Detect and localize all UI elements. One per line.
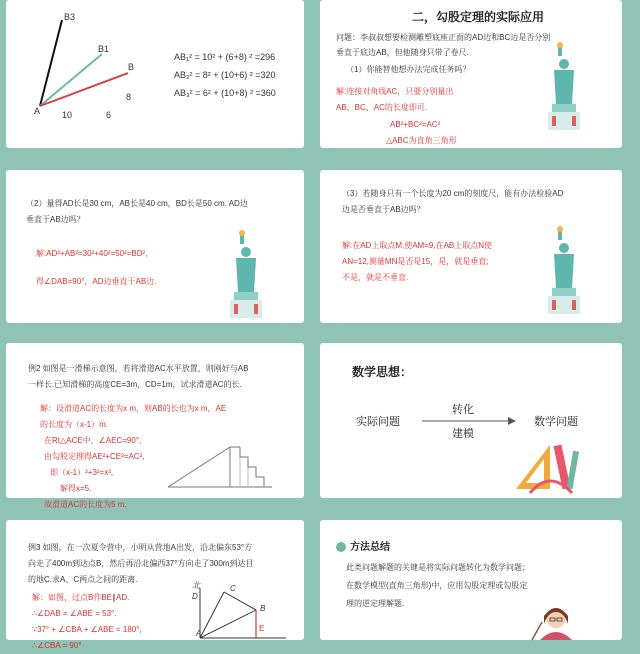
point-b: B bbox=[128, 62, 135, 72]
label-6: 6 bbox=[106, 110, 112, 120]
slide-example-3 bbox=[6, 520, 304, 650]
solution-line: ∴∠DAB = ∠ABE = 53°. bbox=[32, 609, 117, 618]
solution-line3: 不是，就是不垂直. bbox=[342, 273, 409, 282]
equation: AB²+BC²=AC² bbox=[390, 120, 441, 129]
formula-ab1: AB₁² = 10² + (6+8) ² =296 bbox=[174, 52, 276, 62]
point-b1: B1 bbox=[98, 44, 110, 54]
teacher-icon bbox=[528, 604, 584, 640]
question-line3: 的地C.求A、C两点之间的距离. bbox=[28, 575, 138, 584]
question-line2: 垂直于AB边吗？ bbox=[26, 215, 85, 224]
label-10: 10 bbox=[62, 110, 73, 120]
statue-of-liberty-icon bbox=[542, 42, 582, 134]
problem-line2: 垂直于底边AB，但他随身只带了卷尺. bbox=[336, 48, 469, 57]
slide-question-2 bbox=[6, 170, 304, 323]
slide-method-summary bbox=[320, 520, 622, 640]
summary-line3: 理的逆定理解题. bbox=[346, 599, 405, 608]
conclusion: △ABC为直角三角形 bbox=[386, 136, 457, 145]
question-1: （1）你能替他想办法完成任务吗？ bbox=[346, 65, 471, 74]
solution-line: 解：如图，过点B作BE∥AD. bbox=[32, 593, 130, 602]
question-line1: （2）量得AD长是30 cm，AB长是40 cm，BD长是50 cm. AD边 bbox=[26, 199, 248, 208]
summary-title: 方法总结 bbox=[350, 542, 390, 553]
solution-line1: 解:在AD上取点M,使AM=9,在AB上取点N使 bbox=[342, 241, 493, 250]
model-label: 建模 bbox=[452, 428, 474, 440]
solution-line1: 解:AD²+AB²=30²+40²=50²=BD², bbox=[36, 249, 148, 258]
compass-diagram bbox=[188, 580, 288, 640]
solution-line: 解：设滑道AC的长度为x m，则AB的长也为x m，AE bbox=[40, 404, 227, 413]
slide-example-2 bbox=[6, 343, 304, 509]
path-diagram bbox=[28, 8, 168, 133]
section-title: 二，勾股定理的实际应用 bbox=[412, 10, 545, 24]
slide-practical-application bbox=[320, 0, 622, 148]
slide-ladder-paths bbox=[6, 0, 304, 148]
problem-line1: 问题：李叔叔想要检测雕塑底座正面的AD边和BC边是否分别 bbox=[336, 33, 551, 42]
summary-line2: 在数学模型(直角三角形)中，应用勾股定理或勾股定 bbox=[346, 581, 528, 590]
slide-question-3 bbox=[320, 170, 622, 323]
point-b3: B3 bbox=[64, 12, 76, 22]
point-d: D bbox=[192, 592, 198, 601]
point-e: E bbox=[259, 624, 265, 633]
question-line1: 例2 如图是一滑梯示意图，若将滑道AC水平放置，则刚好与AB bbox=[28, 364, 249, 373]
question-line1: （3）若随身只有一个长度为20 cm的刻度尺，能有办法检验AD bbox=[342, 189, 564, 198]
solution-line: ∵37° + ∠CBA + ∠ABE = 180°, bbox=[32, 625, 142, 634]
question-line2: 向走了400m到达点B，然后再沿北偏西37°方向走了300m到达目 bbox=[28, 559, 254, 568]
formula-ab3: AB₃² = 6² + (10+8) ² =360 bbox=[174, 88, 276, 98]
point-c: C bbox=[230, 584, 236, 593]
solution-line: 的长度为（x-1）m. bbox=[40, 420, 108, 429]
solution-line2: 得∠DAB=90°，AD边垂直于AB边. bbox=[36, 277, 157, 286]
formula-ab2: AB₂² = 8² + (10+6) ² =320 bbox=[174, 70, 276, 80]
statue-of-liberty-icon bbox=[542, 226, 582, 318]
bullet-icon bbox=[336, 542, 346, 552]
solution-line1: 解:连接对角线AC，只要分别量出 bbox=[336, 87, 454, 96]
math-problem: 数学问题 bbox=[534, 416, 578, 428]
slide-math-thinking bbox=[320, 343, 622, 498]
solution-line2: AN=12,测量MN是否是15，是，就是垂直; bbox=[342, 257, 489, 266]
transform-label: 转化 bbox=[452, 404, 474, 416]
summary-line1: 此类问题解题的关键是将实际问题转化为数学问题； bbox=[346, 563, 530, 572]
real-problem: 实际问题 bbox=[356, 416, 400, 428]
point-a: A bbox=[34, 106, 41, 116]
north-label: 北 bbox=[192, 581, 200, 590]
point-a: A bbox=[196, 629, 202, 638]
line-ab bbox=[40, 73, 128, 106]
question-line2: 边是否垂直于AB边吗？ bbox=[342, 205, 425, 214]
label-8: 8 bbox=[126, 92, 132, 102]
solution-line2: AB、BC、AC的长度即可. bbox=[336, 103, 428, 112]
line-ab1 bbox=[40, 54, 102, 106]
question-line2: 一样长.已知滑梯的高度CE=3m，CD=1m，试求滑道AC的长. bbox=[28, 380, 242, 389]
summary-header bbox=[336, 538, 390, 553]
question-line1: 例3 如图，在一次夏令营中，小明从营地A出发，沿北偏东53°方 bbox=[28, 543, 253, 552]
solution-line: 即（x-1）²+3²=x², bbox=[50, 468, 114, 477]
statue-of-liberty-icon bbox=[224, 230, 264, 322]
thinking-title: 数学思想： bbox=[352, 365, 413, 379]
point-b: B bbox=[260, 604, 266, 613]
solution-block bbox=[32, 590, 142, 654]
slide-diagram bbox=[164, 435, 274, 491]
solution-line: 在Rt△ACE中，∠AEC=90°, bbox=[44, 436, 142, 445]
line-ab3 bbox=[40, 20, 62, 106]
arrow-icon bbox=[420, 417, 516, 425]
solution-line: ∴∠CBA = 90° bbox=[32, 641, 82, 650]
solution-line: 解得x=5. bbox=[60, 484, 92, 493]
solution-line: 由勾股定理得AE²+CE²=AC², bbox=[44, 452, 145, 461]
stationery-icon bbox=[510, 439, 590, 495]
solution-line: 故滑道AC的长度为5 m. bbox=[44, 500, 127, 509]
